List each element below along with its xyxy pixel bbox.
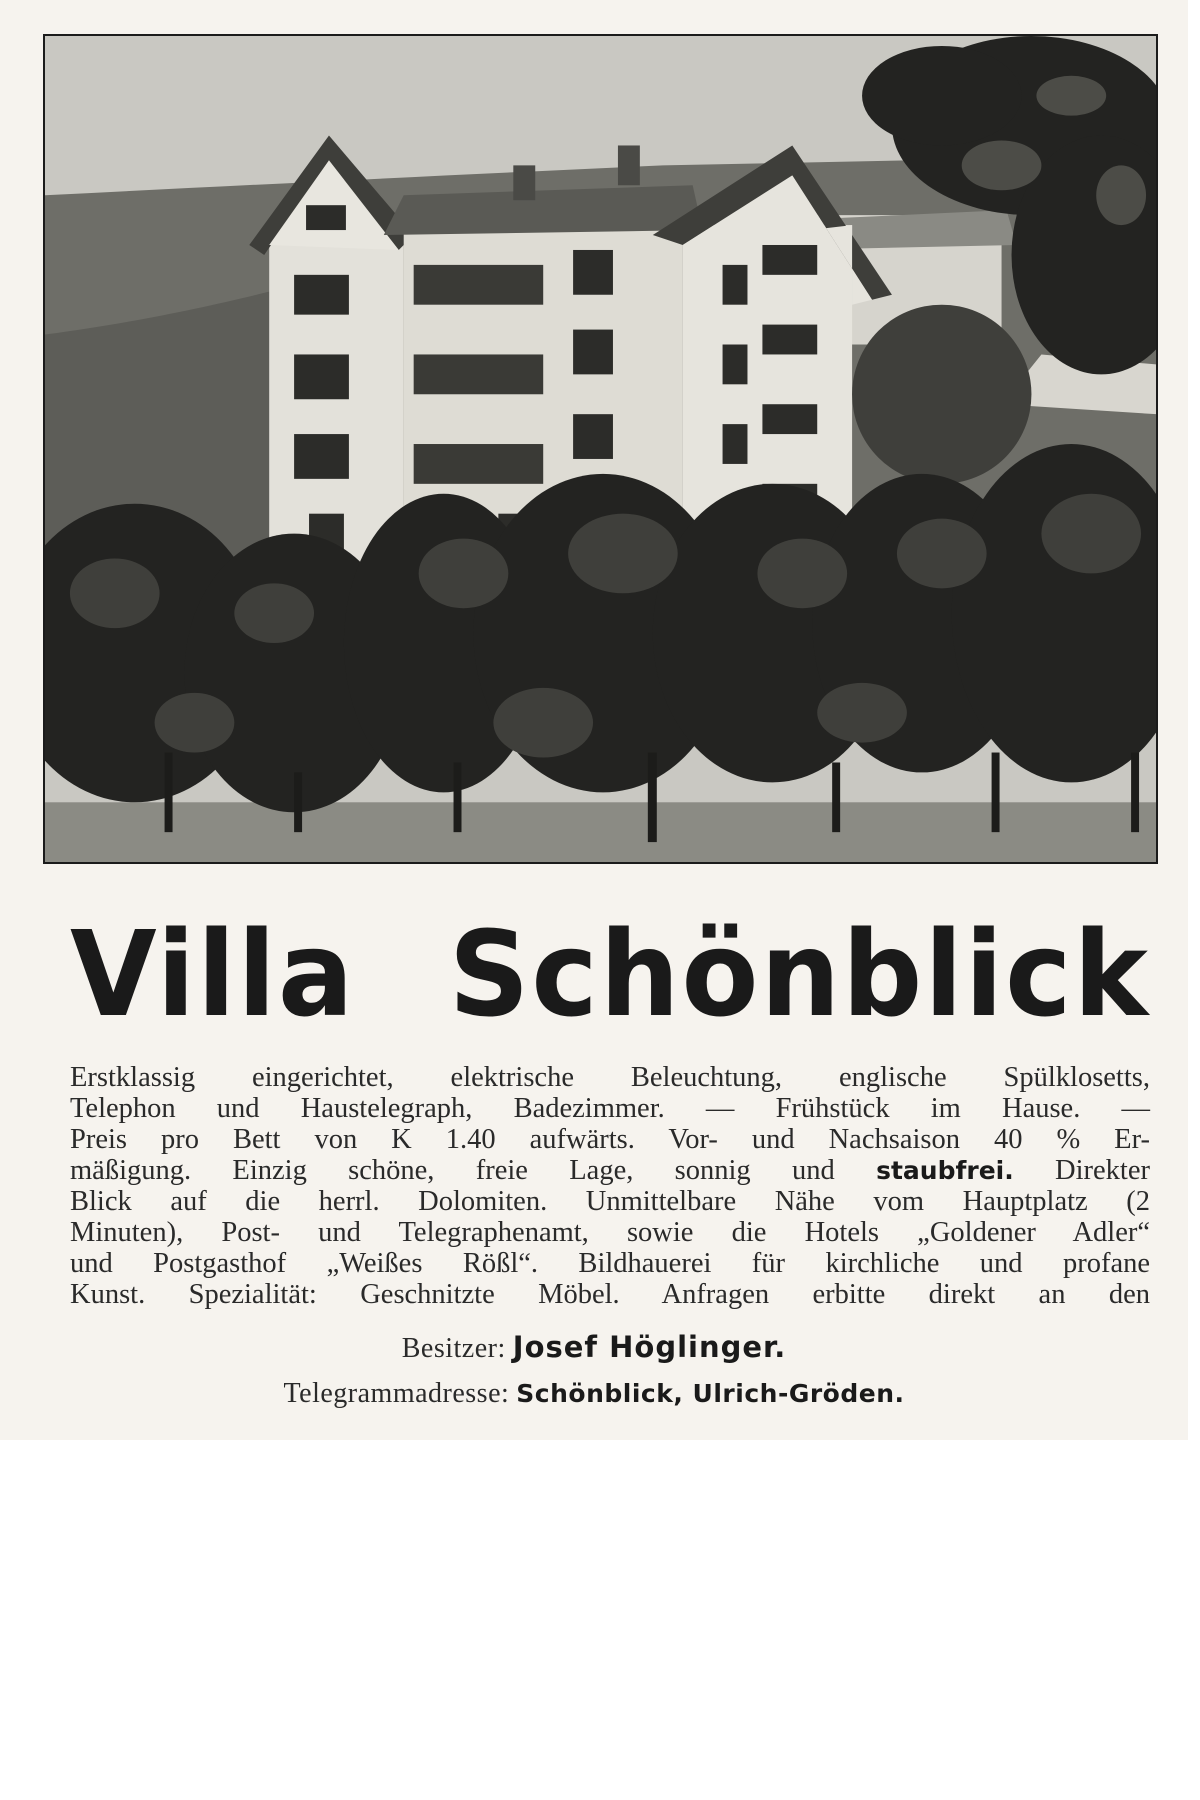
description-line-text: mäßigung. Einzig schöne, freie Lage, sonnig und [70,1155,835,1186]
description-line: Telephon und Haustelegraph, Badezimmer. — Frühstück im Hause. — [70,1093,1150,1124]
villa-photograph [43,34,1158,864]
description-line: Blick auf die herrl. Dolomiten. Unmittelbare Nähe vom Hauptplatz (2 [70,1186,1150,1217]
description-line: Minuten), Post- und Telegraphenamt, sowie die Hotels „Goldener Adler“ [70,1217,1150,1248]
description-line: Erstklassig eingerichtet, elektrische Beleuchtung, englische Spülklosetts, [70,1062,1150,1093]
headline-word-schoenblick: Schönblick [448,906,1150,1044]
villa-headline [70,900,1150,1050]
description-line-tail: Direkter [1055,1155,1150,1186]
owner-line [0,1330,1188,1365]
villa-photo-illustration [45,36,1156,862]
telegram-label: Telegrammadresse: [283,1378,510,1409]
owner-name: Josef Höglinger. [512,1330,787,1364]
telegram-address: Schönblick, Ulrich-Gröden. [516,1379,905,1408]
owner-label: Besitzer: [401,1333,506,1364]
description-line: Preis pro Bett von K 1.40 aufwärts. Vor- und Nachsaison 40 % Er- [70,1124,1150,1155]
description-paragraph [70,1062,1150,1310]
headline-word-villa: Villa [70,906,356,1044]
description-line: und Postgasthof „Weißes Rößl“. Bildhauerei für kirchliche und profane [70,1248,1150,1279]
description-line-with-bold [70,1155,1150,1186]
telegram-address-line [0,1378,1188,1410]
staubfrei-bold-text: staubfrei. [876,1156,1014,1185]
description-line: Kunst. Spezialität: Geschnitzte Möbel. Anfragen erbitte direkt an den [70,1279,1150,1310]
